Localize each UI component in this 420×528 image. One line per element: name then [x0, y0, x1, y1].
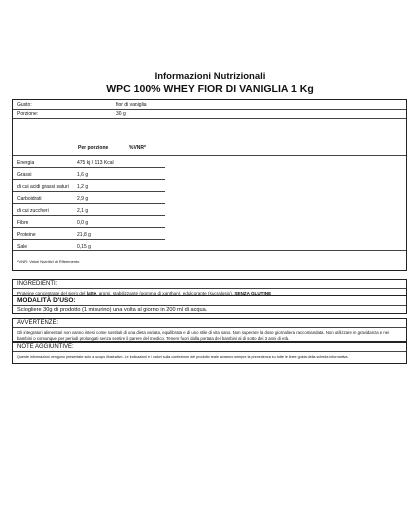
nutrient-label: Grassi	[17, 171, 32, 178]
usage-box	[12, 295, 407, 314]
vnr-footnote: *VNR: Valori Nutritivi di Riferimento	[17, 259, 80, 264]
usage-title: MODALITÀ D'USO:	[13, 296, 406, 306]
ingredients-text-part: Proteine concentrate del siero del	[17, 291, 87, 296]
nutrient-row	[13, 204, 165, 216]
nutrient-label: Carboidrati	[17, 195, 42, 202]
info-label: Gusto:	[17, 101, 32, 108]
ingredients-title: INGREDIENTI:	[13, 280, 406, 289]
col-header-serving: Per porzione	[78, 145, 109, 151]
info-value: 30 g	[116, 111, 126, 117]
info-row-flavor	[13, 100, 406, 110]
warnings-text: Gli integratori alimentari non vanno intesi come sostituti di una dieta variata, equilibrata e di uno stile di vita sano. Non superare la dose giornaliera raccomandata. Non utilizzare in gravidanza e nei bambini o comunque per periodi prolungati senza sentire il parere del medico. Tenere fuori dalla portata dei bambini al di sotto dei 3 anni di età.	[17, 330, 390, 341]
gluten-free-highlight: SENZA GLUTINE	[234, 291, 272, 296]
nutrient-label: di cui acidi grassi saturi	[17, 183, 69, 190]
nutrient-value: 1,6 g	[77, 171, 89, 178]
label-header	[0, 71, 420, 96]
nutrient-value: 2,9 g	[77, 195, 89, 202]
ingredients-text-part: , aromi, stabilizzante (gomma di xanthan), edulcorante (sucralosio),	[96, 291, 235, 296]
nutrient-value: 0,15 g	[77, 243, 91, 250]
nutrient-row	[13, 228, 165, 240]
info-row-serving	[13, 110, 406, 120]
notes-text: Queste informazioni vengono presentate solo a scopo illustrativo. Le indicazioni e i valori sulla confezione del prodotto reale avranno sempre la precedenza su tutte le linee guida della scheda informativa.	[17, 355, 349, 359]
divider	[13, 250, 406, 251]
nutrient-label: Energia	[17, 159, 35, 166]
ingredients-box	[12, 279, 407, 296]
product-title: WPC 100% WHEY FIOR DI VANIGLIA 1 Kg	[106, 83, 314, 95]
nutrient-value: 0,0 g	[77, 219, 89, 226]
notes-box	[12, 342, 407, 364]
nutrient-value: 2,1 g	[77, 207, 89, 214]
usage-text: Sciogliere 30g di prodotto (1 misurino) una volta al giorno in 200 ml di acqua.	[17, 307, 208, 313]
nutrient-row	[13, 180, 165, 192]
nutrient-value: 21,8 g	[77, 231, 91, 238]
nutrient-row	[13, 216, 165, 228]
divider	[13, 155, 406, 156]
warnings-title: AVVERTENZE:	[13, 319, 406, 328]
nutrient-label: di cui zuccheri	[17, 207, 49, 214]
nutrient-label: Sale	[17, 243, 28, 250]
nutrient-row	[13, 158, 165, 168]
nutrient-value: 475 kj / 113 Kcal	[77, 159, 114, 166]
nutrient-rows	[13, 158, 165, 252]
nutrient-label: Proteine	[17, 231, 36, 238]
info-label: Porzione:	[17, 111, 39, 117]
nutrient-label: Fibre	[17, 219, 29, 226]
allergen-highlight: latte	[86, 291, 97, 296]
warnings-box	[12, 318, 407, 342]
notes-title: NOTE AGGIUNTIVE:	[13, 343, 406, 352]
nutrition-table	[12, 99, 407, 271]
info-value: fior di vaniglia	[116, 101, 147, 108]
nutrient-row	[13, 168, 165, 180]
col-header-vnr: %VNR*	[129, 145, 146, 151]
section-title: Informazioni Nutrizionali	[154, 71, 266, 82]
nutrient-value: 1,2 g	[77, 183, 89, 190]
nutrient-row	[13, 192, 165, 204]
